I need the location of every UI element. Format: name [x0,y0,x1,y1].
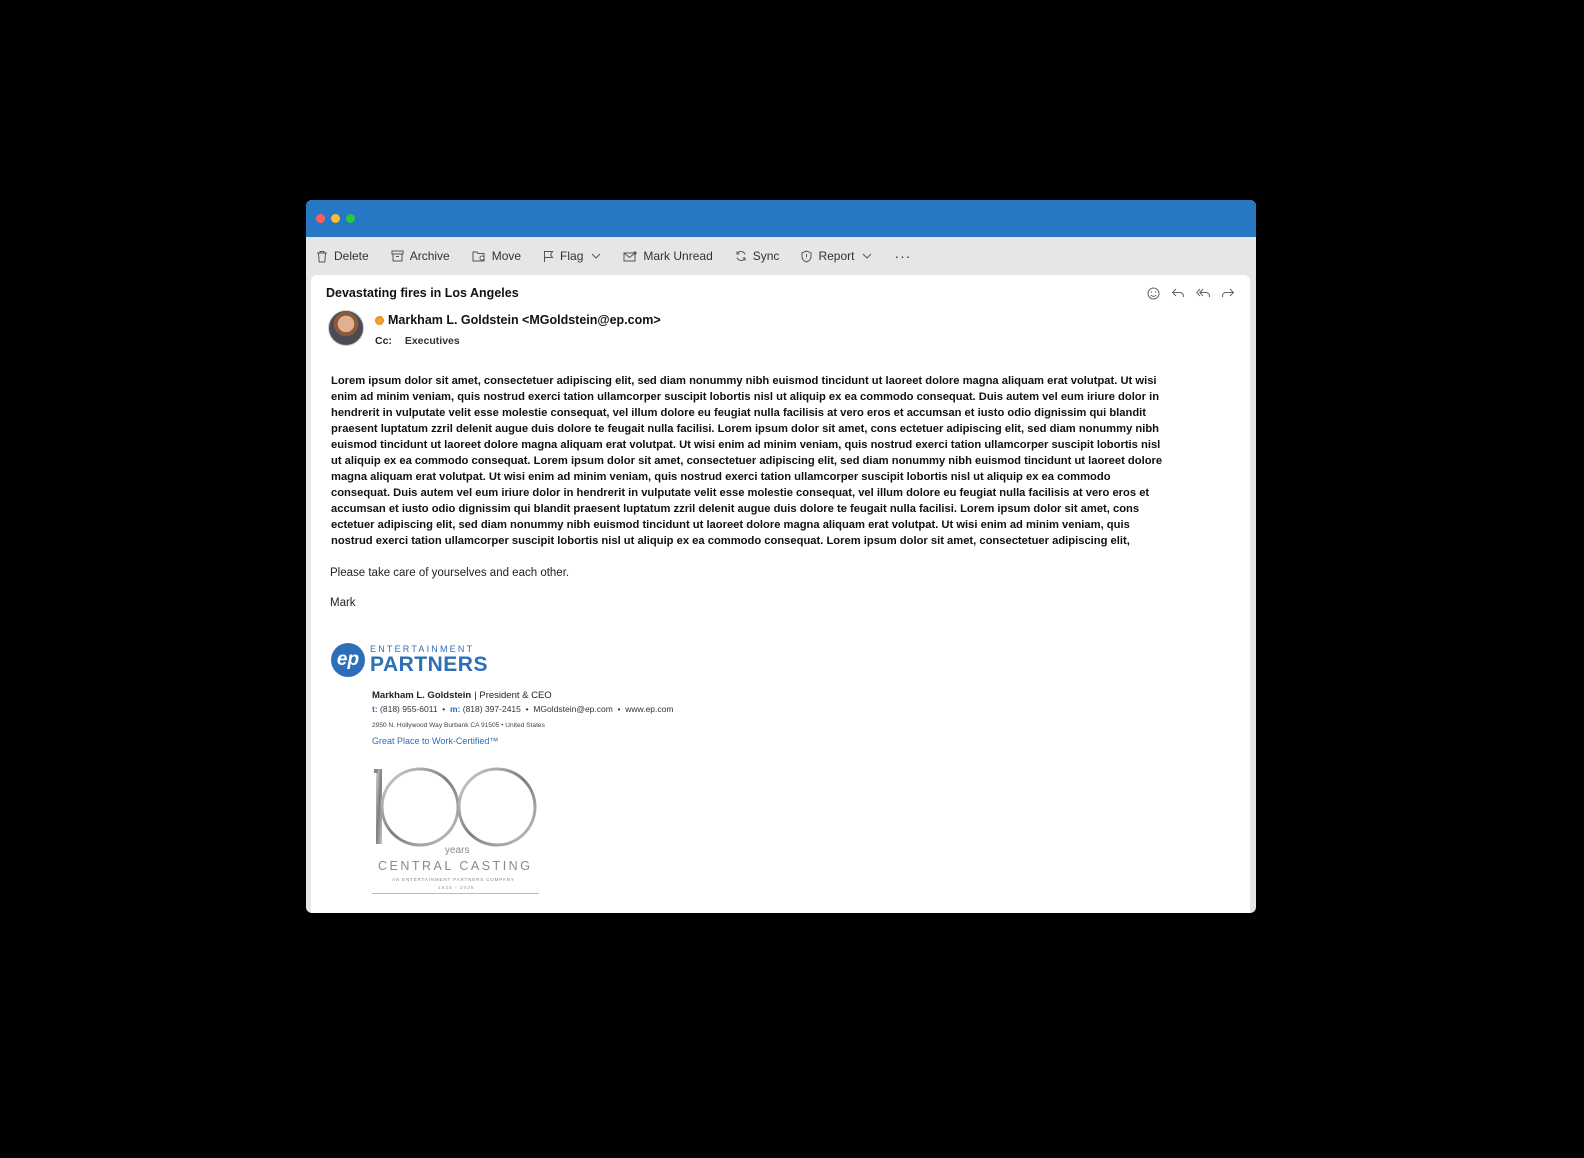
badge-years: years [445,845,470,856]
close-window-button[interactable] [316,214,325,223]
email-link[interactable]: MGoldstein@ep.com [533,704,613,714]
minimize-window-button[interactable] [331,214,340,223]
flag-label: Flag [560,249,584,263]
message-actions [1145,285,1236,301]
move-button[interactable] [472,244,521,268]
badge-divider [372,893,539,894]
zoom-window-button[interactable] [346,214,355,223]
signature-name-line [372,690,552,701]
emoji-reaction-button[interactable] [1145,285,1161,301]
badge-name: CENTRAL CASTING [378,859,533,873]
reading-pane [311,275,1250,913]
toolbar [306,237,1256,275]
mark-unread-button[interactable] [623,244,712,268]
logo-top-text: ENTERTAINMENT [370,644,475,654]
folder-move-icon [472,250,486,262]
flag-icon [543,250,554,263]
centennial-badge [372,765,542,895]
sync-label: Sync [752,249,780,263]
forward-icon [1221,287,1235,299]
signature-title: | President & CEO [474,690,552,701]
reply-button[interactable] [1170,285,1186,301]
envelope-icon [623,251,637,262]
archive-icon [391,250,404,262]
reply-all-icon [1196,287,1211,299]
phone-label: t: [372,704,378,714]
mark-unread-label: Mark Unread [643,249,713,263]
message-closing: Please take care of yourselves and each other. [330,567,570,579]
message-body: Lorem ipsum dolor sit amet, consectetuer adipiscing elit, sed diam nonummy nibh euismod tincidunt ut laoreet dolore magna aliquam erat volutpat. Ut wisi enim ad minim veniam, quis nostrud exerci tation ullamcorper suscipit lobortis nisl ut aliquip ex ea commodo consequat. Duis autem vel eum iriure dolor in hendrerit in vulputate velit esse molestie consequat, vel illum dolore eu feugiat nulla facilisis at vero eros et accumsan et iusto odio dignissim qui blandit praesent luptatum zzril delenit augue duis dolore te feugait nulla facilisi. Lorem ipsum dolor sit amet, cons ectetuer adipiscing elit, sed diam nonummy nibh euismod tincidunt ut laoreet dolore magna aliquam erat volutpat. Ut wisi enim ad minim veniam, quis nostrud exerci tation ullamcorper suscipit lobortis nisl ut aliquip ex ea commodo consequat. Lorem ipsum dolor sit amet, consectetuer adipiscing elit, sed diam nonummy nibh euismod tincidunt ut laoreet dolore magna aliquam erat volutpat. Ut wisi enim ad minim veniam, quis nostrud exerci tation ullamcorper suscipit lobortis nisl ut aliquip ex ea commodo consequat. Duis autem vel eum iriure dolor in hendrerit in vulputate velit esse molestie consequat, vel illum dolore eu feugiat nulla facilisis at vero eros et accumsan et iusto odio dignissim qui blandit praesent luptatum zzril delenit augue duis dolore te feugait nulla facilisi. Lorem ipsum dolor sit amet, cons ectetuer adipiscing elit, sed diam nonummy nibh euismod tincidunt ut laoreet dolore magna aliquam erat volutpat. Ut wisi enim ad minim veniam, quis nostrud exerci tation ullamcorper suscipit lobortis nisl ut aliquip ex ea commodo consequat. Lorem ipsum dolor sit amet, consectetuer adipiscing elit, [331,375,1163,547]
signature-name: Markham L. Goldstein [372,690,472,701]
cc-line [375,335,460,347]
sender-line[interactable] [375,313,661,327]
delete-label: Delete [334,249,369,263]
mail-window [306,200,1256,913]
company-logo [331,643,488,677]
phone-number[interactable]: (818) 955-6011 [380,704,438,714]
title-bar [306,200,1256,237]
reply-icon [1171,287,1185,299]
chevron-down-icon[interactable] [862,253,872,259]
signature-contact-line: t: (818) 955-6011 • m: (818) 397-2415 • MGoldstein@ep.com • www.ep.com [372,704,674,714]
logo-bottom-text: PARTNERS [370,653,488,676]
move-label: Move [491,249,522,263]
sender-avatar[interactable] [328,310,364,346]
sync-icon [735,250,747,262]
chevron-down-icon[interactable] [591,253,601,259]
cc-recipient[interactable]: Executives [404,335,460,347]
sender-name: Markham L. Goldstein <MGoldstein@ep.com> [388,313,661,327]
mobile-label: m: [449,704,461,714]
message-signoff: Mark [330,597,356,609]
archive-label: Archive [409,249,450,263]
badge-subtitle: AN ENTERTAINMENT PARTNERS COMPANY [392,877,515,882]
archive-button[interactable] [391,244,450,268]
signature-address: 2950 N. Hollywood Way Burbank CA 91505 • United States [372,722,545,729]
sync-button[interactable] [735,244,780,268]
more-actions-button[interactable]: ··· [894,248,912,264]
trash-icon [316,250,328,263]
badge-date-range: 1925 - 2025 [438,886,475,891]
presence-status-icon [375,316,384,325]
smiley-icon [1147,287,1160,300]
logo-mark: ep [331,643,365,677]
mobile-number[interactable]: (818) 397-2415 [462,704,521,714]
forward-button[interactable] [1220,285,1236,301]
reply-all-button[interactable] [1195,285,1211,301]
delete-button[interactable] [316,244,369,268]
website-link[interactable]: www.ep.com [625,704,674,714]
flag-button[interactable] [543,244,601,268]
cc-label: Cc: [375,335,392,347]
hundred-years-icon [372,765,542,851]
certification-link[interactable]: Great Place to Work-Certified™ [372,736,499,746]
report-button[interactable] [801,244,872,268]
report-label: Report [818,249,855,263]
message-subject: Devastating fires in Los Angeles [326,286,519,300]
shield-icon [801,250,812,263]
